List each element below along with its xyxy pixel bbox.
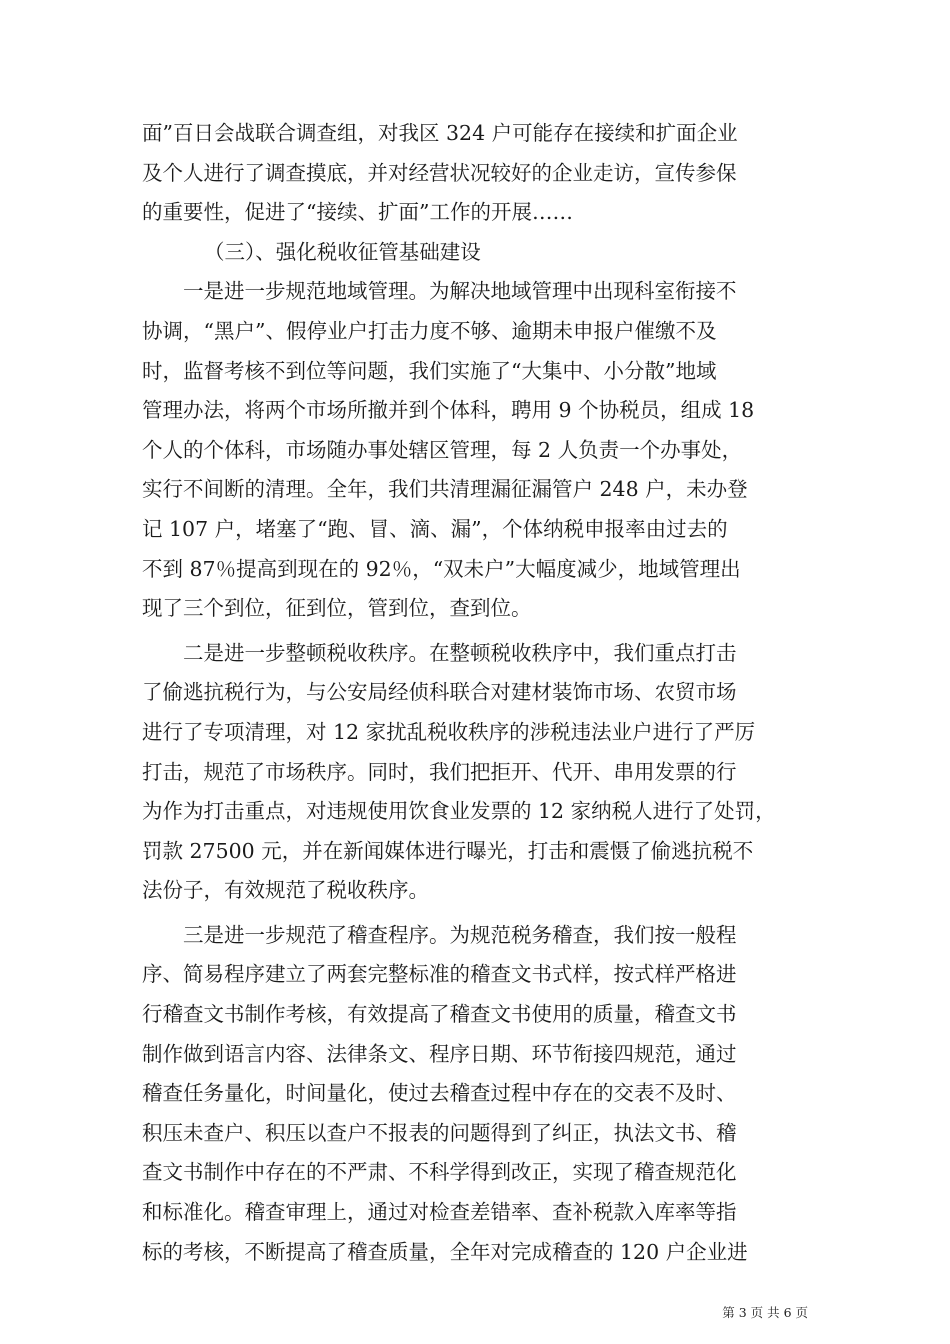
paragraph-1-line-6: 实行不间断的清理。全年，我们共清理漏征漏管户 248 户，未办登 <box>142 477 748 502</box>
paragraph-3-line-5: 稽查任务量化，时间量化，使过去稽查过程中存在的交表不及时、 <box>142 1081 737 1106</box>
paragraph-1-line-7: 记 107 户，堵塞了“跑、冒、滴、漏”，个体纳税申报率由过去的 <box>142 516 728 541</box>
paragraph-3-line-9: 标的考核，不断提高了稽查质量，全年对完成稽查的 120 户企业进 <box>142 1239 748 1264</box>
paragraph-3-line-8: 和标准化。稽查审理上，通过对检查差错率、查补税款入库率等指 <box>142 1200 737 1225</box>
section-heading: （三）、强化税收征管基础建设 <box>204 239 481 264</box>
paragraph-2-line-2: 了偷逃抗税行为，与公安局经侦科联合对建材装饰市场、农贸市场 <box>142 680 737 705</box>
paragraph-1-line-8: 不到 87％提高到现在的 92％，“双未户”大幅度减少，地域管理出 <box>142 556 741 581</box>
paragraph-3-line-1: 三是进一步规范了稽查程序。为规范税务稽查，我们按一般程 <box>183 922 737 947</box>
paragraph-1-line-3: 时，监督考核不到位等问题，我们实施了“大集中、小分散”地域 <box>142 358 717 383</box>
document-body <box>142 114 808 1272</box>
paragraph-1-line-2: 协调，“黑户”、假停业户打击力度不够、逾期未申报户催缴不及 <box>142 318 717 343</box>
paragraph-1-line-4: 管理办法，将两个市场所撤并到个体科，聘用 9 个协税员，组成 18 <box>142 398 755 423</box>
paragraph-3-line-7: 查文书制作中存在的不严肃、不科学得到改正，实现了稽查规范化 <box>142 1160 737 1185</box>
paragraph-1-line-1: 一是进一步规范地域管理。为解决地域管理中出现科室衔接不 <box>183 279 737 304</box>
paragraph-2-line-1: 二是进一步整顿税收秩序。在整顿税收秩序中，我们重点打击 <box>183 640 737 665</box>
paragraph-3-line-3: 行稽查文书制作考核，有效提高了稽查文书使用的质量，稽查文书 <box>142 1002 737 1027</box>
paragraph-3-line-6: 积压未查户、积压以查户不报表的问题得到了纠正，执法文书、稽 <box>142 1120 737 1145</box>
body-line-1: 面”百日会战联合调查组，对我区 324 户可能存在接续和扩面企业 <box>142 121 738 145</box>
paragraph-3-line-4: 制作做到语言内容、法律条文、程序日期、环节衔接四规范，通过 <box>142 1041 737 1066</box>
paragraph-1-line-9: 现了三个到位，征到位，管到位，查到位。 <box>142 596 532 621</box>
paragraph-1-line-5: 个人的个体科，市场随办事处辖区管理，每 2 人负责一个办事处， <box>142 437 743 462</box>
body-line-2: 及个人进行了调查摸底，并对经营状况较好的企业走访，宣传参保 <box>142 160 737 185</box>
paragraph-2-line-5: 为作为打击重点，对违规使用饮食业发票的 12 家纳税人进行了处罚， <box>142 799 776 824</box>
paragraph-2-line-6: 罚款 27500 元，并在新闻媒体进行曝光，打击和震慑了偷逃抗税不 <box>142 838 754 863</box>
paragraph-2-line-4: 打击，规范了市场秩序。同时，我们把拒开、代开、串用发票的行 <box>142 759 737 784</box>
body-line-3: 的重要性，促进了“接续、扩面”工作的开展…… <box>142 200 573 225</box>
paragraph-2-line-3: 进行了专项清理，对 12 家扰乱税收秩序的涉税违法业户进行了严厉 <box>142 719 756 744</box>
paragraph-3-line-2: 序、简易程序建立了两套完整标准的稽查文书式样，按式样严格进 <box>142 962 737 987</box>
page-number-footer: 第 3 页 共 6 页 <box>722 1305 808 1320</box>
paragraph-2-line-7: 法份子，有效规范了税收秩序。 <box>142 878 429 903</box>
